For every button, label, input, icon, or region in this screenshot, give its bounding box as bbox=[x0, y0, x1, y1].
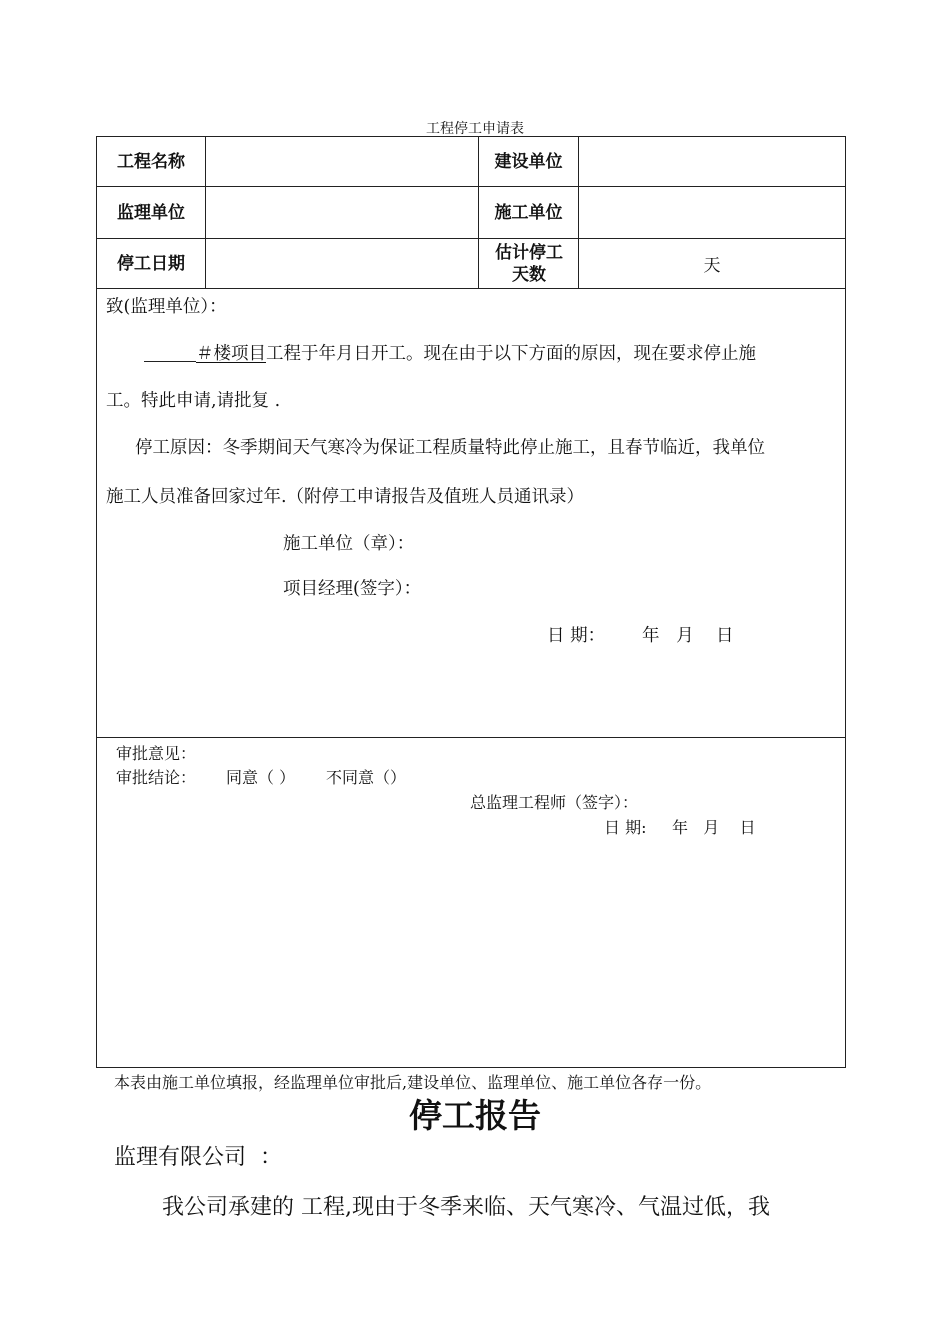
disagree-option[interactable]: 不同意（） bbox=[326, 768, 407, 787]
project-blank[interactable] bbox=[144, 360, 196, 362]
stop-date-field[interactable] bbox=[206, 239, 478, 288]
owner-unit-field[interactable] bbox=[579, 137, 845, 186]
report-body-line-1: 我公司承建的 工程,现由于冬季来临、天气寒冷、气温过低，我 bbox=[162, 1195, 770, 1220]
owner-unit-label: 建设单位 bbox=[494, 151, 563, 172]
estimated-days-label: 估计停工天数 bbox=[495, 242, 563, 285]
approval-date-ymd: 年 月 日 bbox=[672, 818, 756, 837]
estimated-days-field[interactable]: 天 bbox=[703, 256, 721, 276]
stop-date-label: 停工日期 bbox=[117, 253, 185, 274]
reason-line-2: 施工人员准备回家过年.（附停工申请报告及值班人员通讯录） bbox=[106, 487, 585, 507]
application-date-label: 日 期： bbox=[547, 626, 606, 646]
approval-conclusion-label: 审批结论： bbox=[116, 768, 197, 787]
application-date-ymd: 年 月 日 bbox=[642, 626, 734, 646]
approval-opinion: 审批意见： bbox=[116, 744, 197, 763]
form-title: 工程停工申请表 bbox=[426, 121, 524, 137]
contractor-seal: 施工单位（章）： bbox=[283, 534, 415, 554]
supervisor-unit-label: 监理单位 bbox=[117, 202, 185, 223]
contractor-unit-label: 施工单位 bbox=[494, 202, 563, 223]
project-name-field[interactable] bbox=[206, 137, 478, 186]
row-divider bbox=[97, 288, 845, 289]
application-line-1 bbox=[144, 340, 756, 365]
application-line-1-rest: 工程于年月日开工。现在由于以下方面的原因，现在要求停止施 bbox=[266, 344, 756, 364]
application-line-2: 工。特此申请,请批复 . bbox=[106, 391, 281, 411]
supervisor-unit-field[interactable] bbox=[206, 187, 478, 238]
project-name-label: 工程名称 bbox=[117, 151, 185, 172]
contractor-unit-field[interactable] bbox=[579, 187, 845, 238]
stoppage-application-form bbox=[96, 136, 846, 1068]
section-divider bbox=[97, 737, 845, 738]
agree-option[interactable]: 同意（ ） bbox=[226, 768, 296, 787]
addressee: 致(监理单位）： bbox=[106, 297, 227, 317]
report-addressee: 监理有限公司 ： bbox=[114, 1145, 282, 1170]
form-footer-note: 本表由施工单位填报，经监理单位审批后,建设单位、监理单位、施工单位各存一份。 bbox=[114, 1073, 712, 1092]
reason-line-1: 停工原因：冬季期间天气寒冷为保证工程质量特此停止施工，且春节临近，我单位 bbox=[135, 438, 765, 458]
manager-signature: 项目经理(签字）： bbox=[283, 579, 422, 599]
approval-date-label: 日 期: bbox=[604, 818, 647, 837]
chief-engineer-signature: 总监理工程师（签字）： bbox=[470, 793, 639, 812]
report-title: 停工报告 bbox=[409, 1096, 541, 1135]
project-suffix: ＃楼项目 bbox=[196, 344, 266, 364]
